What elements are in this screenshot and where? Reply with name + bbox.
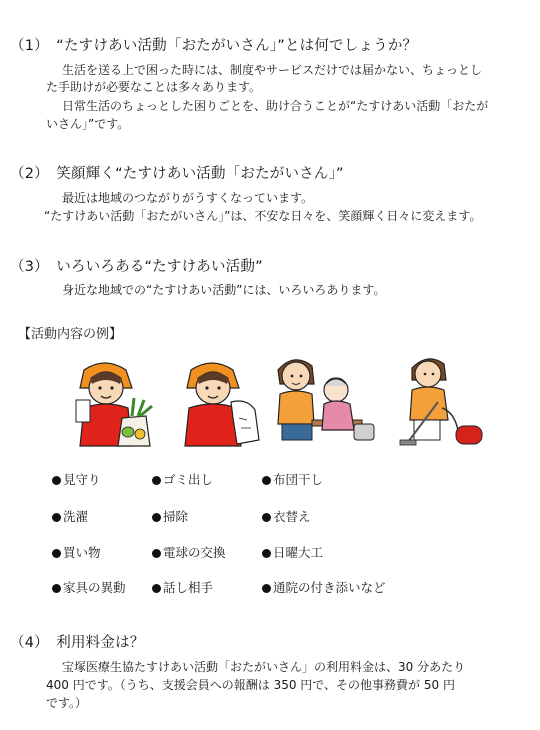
activity-item: 話し相手 [152, 578, 213, 596]
activity-item: 買い物 [52, 543, 101, 561]
bullet-dot-icon [152, 476, 161, 485]
section-2-line-2: “たすけあい活動「おたがいさん」”は、不安な日々を、笑顔輝く日々に変えます。 [44, 209, 482, 223]
section-3-line-1: 身近な地域での“たすけあい活動”には、いろいろあります。 [62, 283, 386, 297]
activity-item: 洗濯 [52, 507, 88, 525]
bullet-dot-icon [52, 513, 61, 522]
tea-companion-illustration [272, 350, 382, 450]
activity-item: ゴミ出し [152, 470, 213, 488]
bullet-dot-icon [152, 549, 161, 558]
activity-item: 見守り [52, 470, 101, 488]
activity-item: 布団干し [262, 470, 323, 488]
section-2-heading: （2） 笑顔輝く“たすけあい活動「おたがいさん」” [10, 166, 344, 182]
bullet-dot-icon [262, 584, 271, 593]
activity-item: 通院の付き添いなど [262, 578, 386, 596]
bullet-dot-icon [52, 584, 61, 593]
bullet-dot-icon [152, 584, 161, 593]
section-4-heading: （4） 利用料金は？ [10, 635, 145, 651]
bullet-dot-icon [262, 513, 271, 522]
laundry-helper-illustration [175, 358, 265, 448]
bullet-dot-icon [52, 549, 61, 558]
activity-item: 日曜大工 [262, 543, 323, 561]
activity-item: 掃除 [152, 507, 188, 525]
bullet-dot-icon [262, 549, 271, 558]
section-1-line-3: 日常生活のちょっとした困りごとを、助け合うことが“たすけあい活動「おたが [62, 99, 489, 113]
bullet-dot-icon [262, 476, 271, 485]
section-1-heading: （1） “たすけあい活動「おたがいさん」”とは何でしょうか？ [10, 38, 418, 54]
section-1-line-4: いさん」”です。 [46, 117, 130, 131]
section-2-line-1: 最近は地域のつながりがうすくなっています。 [62, 191, 314, 205]
section-3-heading: （3） いろいろある“たすけあい活動” [10, 259, 263, 275]
section-4-line-3: です。） [46, 696, 88, 710]
bullet-dot-icon [52, 476, 61, 485]
bullet-dot-icon [152, 513, 161, 522]
section-1-line-1: 生活を送る上で困った時には、制度やサービスだけでは届かない、ちょっとし [62, 63, 483, 77]
shopping-helper-illustration [70, 358, 160, 448]
activity-item: 電球の交換 [152, 543, 226, 561]
section-4-line-1: 宝塚医療生協たすけあい活動「おたがいさん」の利用料金は、30 分あたり [62, 660, 466, 674]
examples-label: 【活動内容の例】 [18, 327, 123, 342]
section-4-line-2: 400 円です。（うち、支援会員への報酬は 350 円で、その他事務費が 50 円 [46, 678, 455, 692]
section-1-line-2: た手助けが必要なことは多々あります。 [46, 80, 262, 94]
activity-item: 家具の異動 [52, 578, 126, 596]
activity-item: 衣替え [262, 507, 311, 525]
vacuum-cleaning-illustration [398, 350, 488, 450]
